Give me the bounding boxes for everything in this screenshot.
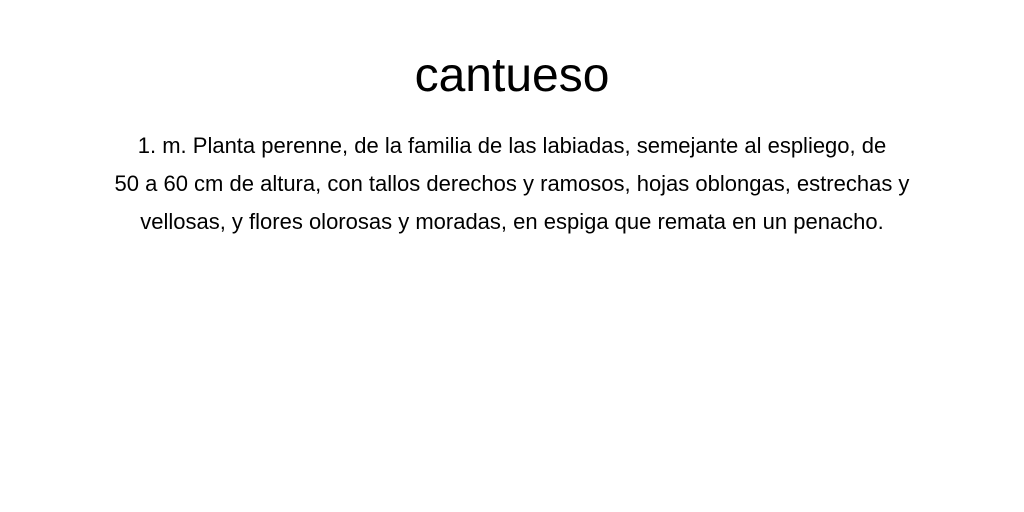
definition-line: 1. m. Planta perenne, de la familia de las labiadas, semejante al espliego, de bbox=[137, 133, 887, 158]
definition-line: 50 a 60 cm de altura, con tallos derechos y ramosos, hojas oblongas, estrechas y bbox=[114, 171, 910, 196]
definition-text bbox=[40, 127, 984, 241]
definition-line: vellosas, y flores olorosas y moradas, en espiga que remata en un penacho. bbox=[140, 209, 884, 234]
headword-title: cantueso bbox=[414, 49, 610, 102]
